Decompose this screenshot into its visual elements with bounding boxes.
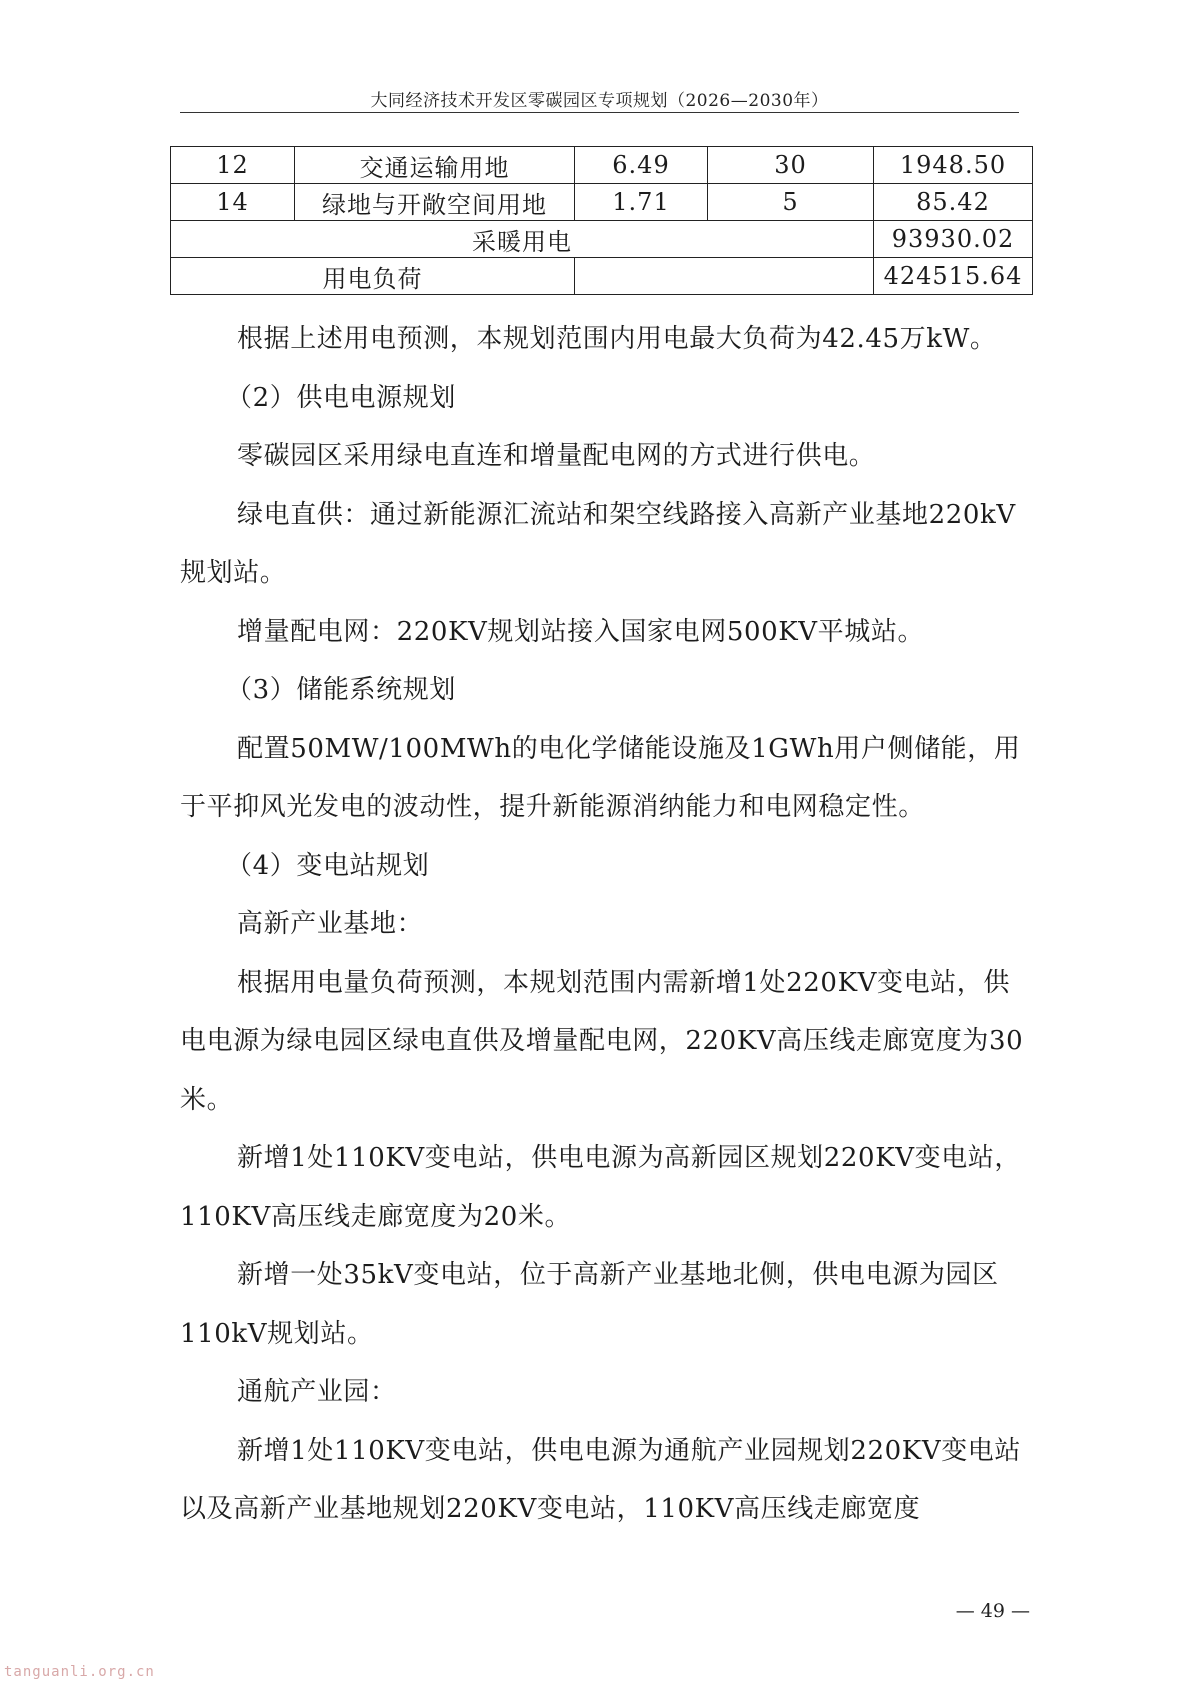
load-index-cell: 30 [708,147,874,184]
paragraph: 根据用电量负荷预测，本规划范围内需新增1处220KV变电站，供电电源为绿电园区绿电直供及增量配电网，220KV高压线走廊宽度为30米。 [180,967,1024,1115]
total-value-cell: 424515.64 [874,258,1033,295]
land-use-name-cell: 交通运输用地 [295,147,575,184]
document-header: 大同经济技术开发区零碳园区专项规划（2026—2030年） [370,91,829,111]
section-heading: （2）供电电源规划 [226,382,456,413]
load-value-cell: 1948.50 [874,147,1033,184]
area-cell: 1.71 [575,184,708,221]
body-text [180,310,1025,1539]
land-use-name-cell: 绿地与开敞空间用地 [295,184,575,221]
heating-value-cell: 93930.02 [874,221,1033,258]
load-index-cell: 5 [708,184,874,221]
paragraph: 新增1处110KV变电站，供电电源为通航产业园规划220KV变电站以及高新产业基地规划220KV变电站，110KV高压线走廊宽度 [180,1435,1021,1524]
paragraph: 零碳园区采用绿电直连和增量配电网的方式进行供电。 [237,441,876,471]
paragraph: 配置50MW/100MWh的电化学储能设施及1GWh用户侧储能，用于平抑风光发电的波动性，提升新能源消纳能力和电网稳定性。 [180,733,1021,822]
section-heading: （3）储能系统规划 [226,675,456,705]
row-number-cell: 14 [171,184,295,221]
power-load-table [170,146,1033,295]
section-heading: （4）变电站规划 [226,850,430,881]
heating-row [171,221,1033,258]
table-row [171,147,1033,184]
table-row [171,184,1033,221]
page-number: — 49 — [955,1600,1030,1622]
paragraph: 增量配电网：220KV规划站接入国家电网500KV平城站。 [237,616,925,647]
paragraph: 绿电直供：通过新能源汇流站和架空线路接入高新产业基地220kV规划站。 [180,499,1016,588]
total-label-cell: 用电负荷 [171,258,575,295]
area-cell: 6.49 [575,147,708,184]
row-number-cell: 12 [171,147,295,184]
total-empty-cell [575,258,874,295]
paragraph: 根据上述用电预测，本规划范围内用电最大负荷为42.45万kW。 [237,324,997,354]
total-row [171,258,1033,295]
paragraph: 通航产业园： [237,1377,397,1407]
load-value-cell: 85.42 [874,184,1033,221]
header-divider [180,112,1019,113]
heating-label-cell: 采暖用电 [171,221,874,258]
paragraph: 新增1处110KV变电站，供电电源为高新园区规划220KV变电站，110KV高压线走廊宽度为20米。 [180,1143,1021,1232]
paragraph: 新增一处35kV变电站，位于高新产业基地北侧，供电电源为园区110kV规划站。 [180,1260,999,1349]
paragraph: 高新产业基地： [237,909,424,939]
watermark: tanguanli.org.cn [4,1664,155,1680]
